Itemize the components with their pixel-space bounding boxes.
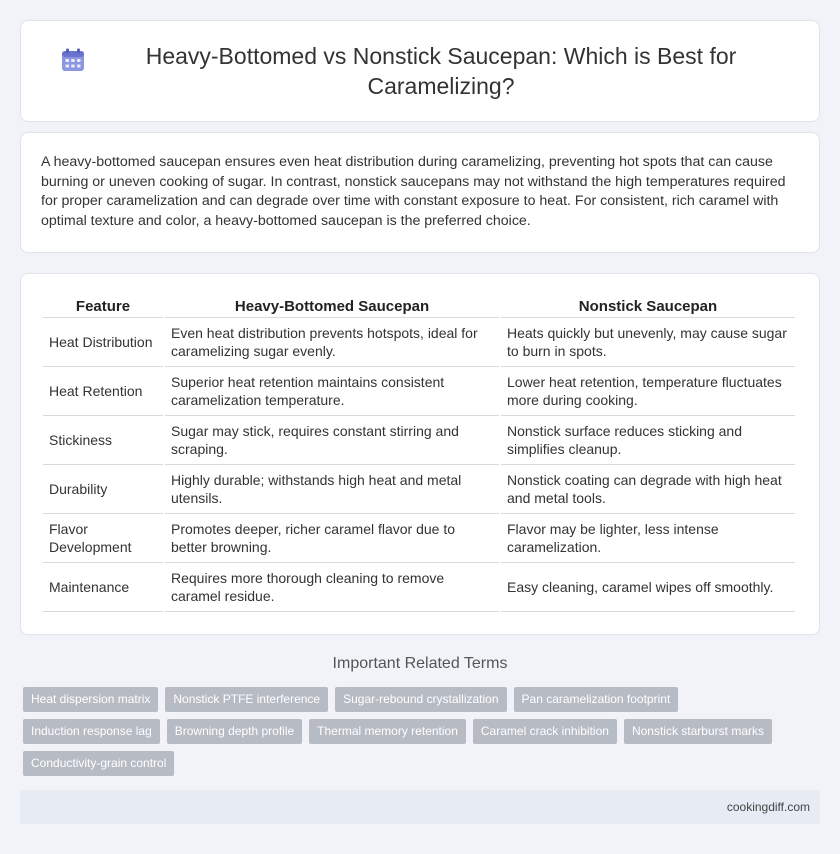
comparison-table-card [20, 273, 820, 635]
heavy-bottomed-cell: Even heat distribution prevents hotspots, ideal for caramelizing sugar evenly. [165, 318, 499, 367]
header-feature: Feature [43, 294, 163, 318]
related-term-tag[interactable]: Conductivity-grain control [23, 751, 174, 776]
nonstick-cell: Nonstick surface reduces sticking and simplifies cleanup. [501, 416, 795, 465]
related-term-tag[interactable]: Caramel crack inhibition [473, 719, 617, 744]
heavy-bottomed-cell: Promotes deeper, richer caramel flavor due to better browning. [165, 514, 499, 563]
nonstick-cell: Heats quickly but unevenly, may cause sugar to burn in spots. [501, 318, 795, 367]
table-row [43, 563, 795, 612]
header-heavy-bottomed: Heavy-Bottomed Saucepan [165, 294, 499, 318]
heavy-bottomed-cell: Highly durable; withstands high heat and metal utensils. [165, 465, 499, 514]
title-wrap [60, 41, 780, 101]
table-row [43, 367, 795, 416]
related-terms-title: Important Related Terms [332, 655, 508, 672]
heavy-bottomed-cell: Requires more thorough cleaning to remove caramel residue. [165, 563, 499, 612]
intro-card [20, 132, 820, 253]
feature-cell: Heat Distribution [43, 318, 163, 367]
table-row [43, 514, 795, 563]
header-nonstick: Nonstick Saucepan [501, 294, 795, 318]
intro-paragraph: A heavy-bottomed saucepan ensures even heat distribution during caramelizing, preventing hot spots that can cause burning or uneven cooking of sugar. In contrast, nonstick saucepans may not withstand the high temperatures required for proper caramelization and can degrade over time with constant exposure to heat. For consistent, rich caramel with optimal texture and color, a heavy-bottomed saucepan is the preferred choice. [41, 154, 786, 229]
feature-cell: Maintenance [43, 563, 163, 612]
comparison-table [41, 294, 797, 612]
nonstick-cell: Easy cleaning, caramel wipes off smoothly. [501, 563, 795, 612]
title-card [20, 20, 820, 122]
feature-cell: Stickiness [43, 416, 163, 465]
table-header-row [43, 294, 795, 318]
related-term-tag[interactable]: Sugar-rebound crystallization [335, 687, 506, 712]
related-term-tag[interactable]: Pan caramelization footprint [514, 687, 679, 712]
page-title: Heavy-Bottomed vs Nonstick Saucepan: Which is Best for Caramelizing? [145, 43, 737, 99]
feature-cell: Durability [43, 465, 163, 514]
calendar-grid-icon [60, 47, 86, 73]
related-term-tag[interactable]: Thermal memory retention [309, 719, 466, 744]
footer [20, 790, 820, 824]
related-term-tag[interactable]: Heat dispersion matrix [23, 687, 158, 712]
related-terms-list [23, 687, 813, 783]
related-term-tag[interactable]: Nonstick PTFE interference [165, 687, 328, 712]
nonstick-cell: Flavor may be lighter, less intense caramelization. [501, 514, 795, 563]
table-row [43, 416, 795, 465]
feature-cell: Flavor Development [43, 514, 163, 563]
nonstick-cell: Nonstick coating can degrade with high heat and metal tools. [501, 465, 795, 514]
related-term-tag[interactable]: Nonstick starburst marks [624, 719, 772, 744]
related-term-tag[interactable]: Browning depth profile [167, 719, 302, 744]
table-row [43, 318, 795, 367]
feature-cell: Heat Retention [43, 367, 163, 416]
nonstick-cell: Lower heat retention, temperature fluctuates more during cooking. [501, 367, 795, 416]
table-row [43, 465, 795, 514]
related-term-tag[interactable]: Induction response lag [23, 719, 160, 744]
heavy-bottomed-cell: Sugar may stick, requires constant stirring and scraping. [165, 416, 499, 465]
footer-site-link[interactable]: cookingdiff.com [726, 800, 810, 814]
heavy-bottomed-cell: Superior heat retention maintains consistent caramelization temperature. [165, 367, 499, 416]
